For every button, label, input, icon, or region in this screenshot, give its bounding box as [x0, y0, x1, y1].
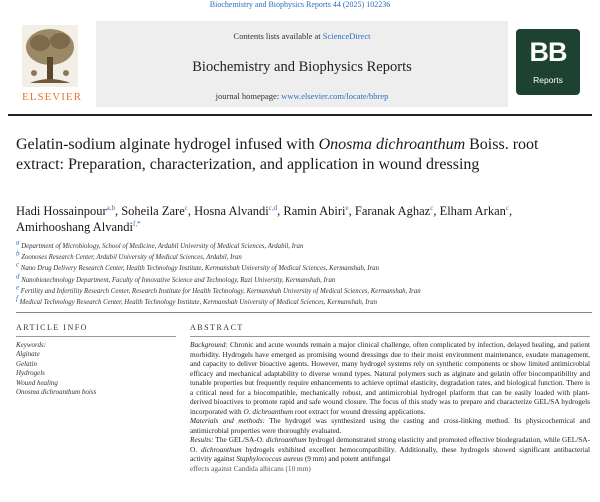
author[interactable]	[121, 204, 188, 218]
results-label: Results:	[190, 435, 214, 444]
author-name[interactable]: Hosna Alvandi	[194, 204, 269, 218]
author[interactable]	[355, 204, 433, 218]
article-title	[16, 135, 576, 174]
author-affiliation-marker[interactable]: c	[184, 203, 188, 212]
results-text-3: hydrogels exhibited excellent hemocompatibility. Additionally, these hydrogels showed significant antibacterial activity against	[190, 444, 590, 463]
author-affiliation-marker[interactable]: a,b	[106, 203, 115, 212]
affiliation-item	[16, 272, 576, 286]
affiliation-text: Nanobiotechnology Department, Faculty of Innovative Science and Technology, Razi University, Kermanshah, Iran	[19, 276, 336, 284]
background-text-2: root extract for wound dressing applications.	[293, 406, 426, 416]
keywords-label: Keywords:	[16, 341, 47, 349]
results-species-3: Staphylococcus aureus	[236, 454, 304, 463]
author[interactable]	[16, 220, 141, 234]
affiliation-text: Nano Drug Delivery Research Center, Health Technology Institute, Kermanshah University of Medical Sciences, Kermanshah, Iran	[19, 265, 379, 273]
homepage-prefix: journal homepage:	[215, 91, 282, 101]
affiliation-item	[16, 238, 576, 252]
author-name[interactable]: Ramin Abiri	[283, 204, 346, 218]
homepage-line	[96, 91, 508, 101]
author[interactable]	[283, 204, 348, 218]
abstract-trailing-line: effects against Candida albicans (10 mm)	[190, 463, 311, 473]
author-affiliation-marker[interactable]: f,*	[133, 219, 141, 228]
abstract-heading: ABSTRACT	[190, 323, 244, 332]
abstract-background	[190, 340, 590, 416]
article-info-heading: ARTICLE INFO	[16, 323, 88, 332]
elsevier-tree-icon	[22, 25, 78, 87]
keyword-item: Onosma dichroanthum boiss	[16, 388, 97, 397]
background-label: Background:	[190, 340, 228, 349]
affiliation-letter: f	[16, 294, 18, 303]
journal-masthead	[8, 13, 592, 110]
author-name[interactable]: Faranak Aghaz	[354, 204, 431, 218]
cover-initials: BB	[529, 37, 567, 67]
affiliation-item	[16, 249, 576, 263]
contents-line	[96, 31, 508, 41]
methods-label: Materials and methods:	[190, 416, 265, 425]
journal-homepage-link[interactable]: www.elsevier.com/locate/bbrep	[281, 91, 389, 101]
journal-title: Biochemistry and Biophysics Reports	[192, 59, 412, 75]
author-affiliation-marker[interactable]: c,d	[268, 203, 278, 212]
elsevier-logo[interactable]	[12, 25, 88, 105]
journal-cover-thumbnail[interactable]	[516, 29, 580, 95]
affiliation-letter: e	[16, 283, 20, 292]
affiliation-text: Medical Technology Research Center, Health Technology Institute, Kermanshah University of Medical Sciences, Kermanshah, Iran	[17, 299, 377, 307]
title-part-2: Boiss. root extract: Preparation, characterization, and application in wound dressing	[16, 136, 539, 173]
abstract-methods	[190, 416, 590, 435]
keyword-item: Gelatin	[16, 359, 37, 368]
journal-info-panel	[96, 21, 508, 107]
journal-citation-header: Biochemistry and Biophysics Reports 44 (2025) 102236	[209, 0, 391, 9]
background-text-1: Chronic and acute wounds remain a major clinical challenge, often complicated by infection, delayed healing, and patient morbidity. Hydrogels have emerged as promising wound dressings due to their moist environment maintenance, exudate management, and capacity to deliver bioactive agents. However, many hydrogel systems rely on synthetic components or show limited antimicrobial efficacy and mechanical adaptability to diverse wound types. Natural polymers such as alginate and gelatin offer biocompatibility and tunable properties but frequently require enhancements to achieve optimal elasticity, degradation rates, and biological function. There is a critical need for a biocompatible, mechanically robust, and antimicrobial hydrogel platform that can be easily loaded with plant-derived bioactives to promote rapid and safe wound closure. The focus of this study was to prepare and characterize GEL/SA hydrogels incorporated with	[190, 340, 590, 416]
affiliation-letter: a	[16, 238, 20, 247]
affiliation-list	[16, 238, 576, 308]
keywords-block	[16, 341, 176, 397]
author-list: Hadi Hossainpour$^{a,b}$, Soheila Zare$^c$, Hosna Alvandi$^{c,d}$, Ramin Abiri$^e$, Faranak Aghaz$^c$, Elham Arkan$^c$, Amirhooshang Alvandi$^{f,*}$	[16, 203, 513, 234]
author-affiliation-marker[interactable]: c	[430, 203, 434, 212]
author-affiliation-marker[interactable]: e	[345, 203, 349, 212]
affiliation-letter: d	[16, 272, 20, 281]
title-species: Onosma dichroanthum	[318, 136, 466, 153]
abstract-body	[190, 340, 590, 473]
affiliation-item	[16, 294, 576, 308]
affiliation-letter: c	[16, 261, 20, 270]
results-species-1: dichroanthum	[265, 435, 307, 444]
keyword-item: Wound healing	[16, 378, 58, 387]
abstract-rule	[190, 336, 590, 337]
author-name[interactable]: Soheila Zare	[121, 204, 185, 218]
author-name[interactable]: Elham Arkan	[439, 204, 506, 218]
author-name[interactable]: Hadi Hossainpour	[16, 204, 107, 218]
affiliation-item	[16, 263, 576, 274]
sciencedirect-link[interactable]: ScienceDirect	[322, 31, 371, 41]
author-name[interactable]: Amirhooshang Alvandi	[16, 220, 134, 234]
masthead-divider	[8, 114, 592, 116]
affiliation-text: Department of Microbiology, School of Medicine, Ardabil University of Medical Sciences, Ardabil, Iran	[19, 243, 304, 250]
results-text-2: hydrogel demonstrated strong elasticity and promoted effective biodegradation, while GEL/SA-O.	[190, 435, 591, 454]
results-text-1: The GEL/SA-O.	[213, 435, 266, 444]
article-info-rule	[16, 336, 176, 337]
section-divider	[16, 312, 592, 313]
elsevier-wordmark: ELSEVIER	[22, 91, 82, 103]
affiliation-item	[16, 283, 576, 297]
abstract-results	[190, 435, 590, 464]
methods-text: The hydrogel was synthesized using the casting and cross-linking method. Its physicochemical and antimicrobial properties were thoroughly evaluated.	[190, 416, 590, 435]
affiliation-text: Fertility and Infertility Research Center, Research Institute for Health Technology, Kermanshah University of Medical Sciences, Kermanshah, Iran	[19, 287, 421, 295]
affiliation-letter: b	[16, 249, 20, 258]
results-text-4: (9 mm) and potent antifungal	[303, 454, 391, 463]
title-part-1: Gelatin-sodium alginate hydrogel infused with	[16, 136, 319, 153]
affiliation-text: Zoonoses Research Center, Ardabil University of Medical Sciences, Ardabil, Iran	[19, 254, 242, 262]
keyword-list	[16, 350, 176, 397]
background-species: O. dichroanthum	[243, 406, 294, 416]
keyword-item: Alginate	[16, 350, 40, 359]
author[interactable]	[16, 204, 115, 218]
contents-prefix: Contents lists available at	[233, 31, 323, 41]
cover-subtitle: Reports	[533, 75, 563, 85]
author[interactable]	[194, 204, 277, 218]
keyword-item: Hydrogels	[16, 369, 45, 378]
author-affiliation-marker[interactable]: c	[505, 203, 509, 212]
author[interactable]	[440, 204, 509, 218]
results-species-2: dichroanthum	[200, 444, 242, 454]
